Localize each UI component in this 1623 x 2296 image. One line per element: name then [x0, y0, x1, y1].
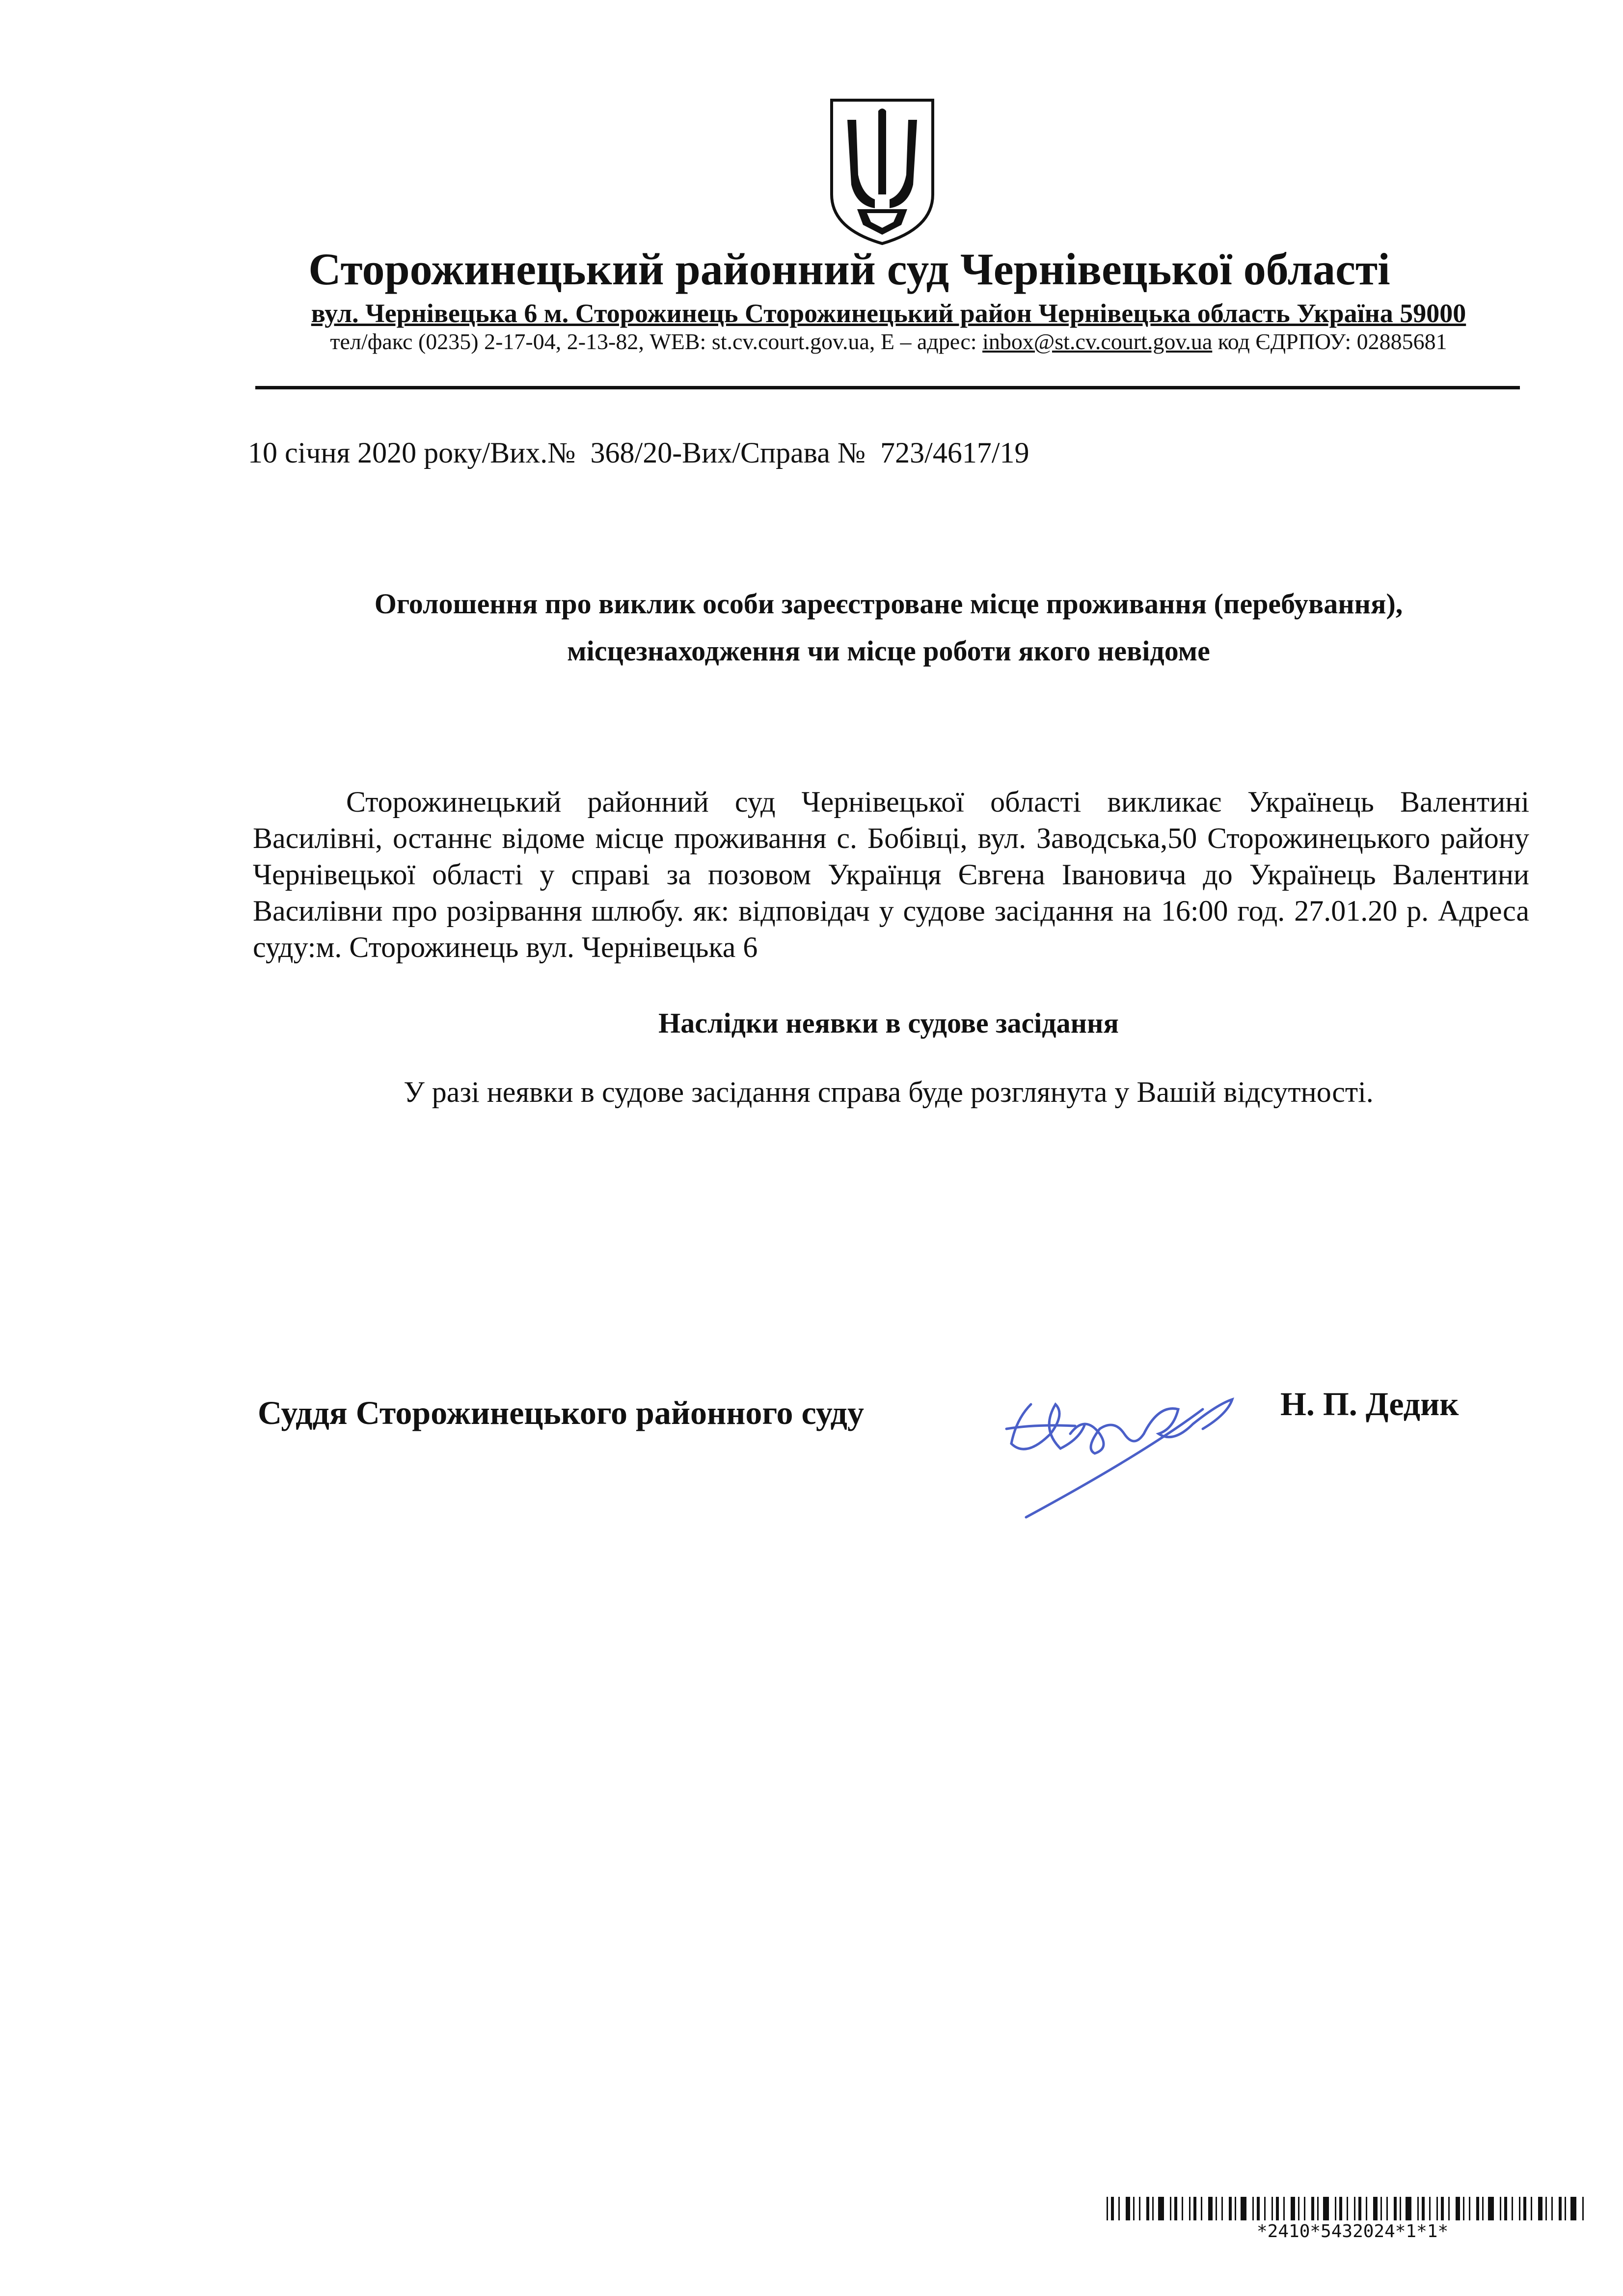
- barcode-bar: [1538, 2197, 1542, 2220]
- barcode-bar: [1283, 2197, 1285, 2220]
- barcode-bar: [1463, 2197, 1464, 2220]
- barcode-bar: [1118, 2197, 1120, 2220]
- barcode-bar: [1182, 2197, 1183, 2220]
- barcode-bar: [1570, 2197, 1576, 2220]
- barcode-bar: [1519, 2197, 1520, 2220]
- barcode-bar: [1235, 2197, 1236, 2220]
- notice-title: [265, 580, 1512, 675]
- barcode-bar: [1429, 2197, 1431, 2220]
- barcode-bar: [1380, 2197, 1382, 2220]
- contacts-prefix: тел/факс (0235) 2-17-04, 2-13-82, WEB: st.cv.court.gov.ua, E – адрес:: [330, 329, 983, 354]
- barcode-bar: [1386, 2197, 1388, 2220]
- barcode-bar: [1565, 2197, 1566, 2220]
- barcode-bar: [1523, 2197, 1526, 2220]
- barcode-bar: [1347, 2197, 1348, 2220]
- barcode-bar: [1469, 2197, 1470, 2220]
- barcode-bar: [1559, 2197, 1562, 2220]
- contacts-suffix: код ЄДРПОУ: 02885681: [1212, 329, 1447, 354]
- barcode-bar: [1394, 2197, 1397, 2220]
- barcode-bar: [1436, 2197, 1438, 2220]
- barcode-bar: [1257, 2197, 1260, 2220]
- court-name: Сторожинецький районний суд Чернівецької області: [308, 244, 1390, 294]
- consequences-heading: Наслідки неявки в судове засідання: [658, 1007, 1119, 1039]
- judge-name: Н. П. Дедик: [1280, 1385, 1459, 1422]
- barcode-bar: [1271, 2197, 1273, 2220]
- barcode-bar: [1252, 2197, 1254, 2220]
- barcode-bar: [1221, 2197, 1223, 2220]
- barcode-bar: [1317, 2197, 1319, 2220]
- barcode-bar: [1111, 2197, 1114, 2220]
- barcode-bar: [1366, 2197, 1367, 2220]
- notice-title-line-1: Оголошення про виклик особи зареєстроване місце проживання (перебування),: [374, 588, 1403, 620]
- barcode-bar: [1335, 2197, 1336, 2220]
- barcode-bar: [1545, 2197, 1547, 2220]
- barcode-bar: [1126, 2197, 1130, 2220]
- court-address: вул. Чернівецька 6 м. Сторожинець Сторожинецький район Чернівецька область Україна 59000: [311, 299, 1466, 328]
- barcode-bar: [1201, 2197, 1202, 2220]
- barcode-bar: [1482, 2197, 1484, 2220]
- barcode-bar: [1229, 2197, 1232, 2220]
- barcode-bar: [1476, 2197, 1479, 2220]
- barcode-bar: [1531, 2197, 1532, 2220]
- barcode-bar: [1311, 2197, 1314, 2220]
- barcode-bar: [1339, 2197, 1342, 2220]
- barcode-bar: [1158, 2197, 1164, 2220]
- consequences-text: У разі неявки в судове засідання справа буде розглянута у Вашій відсутності.: [404, 1076, 1374, 1108]
- handwritten-signature: [997, 1375, 1247, 1522]
- barcode-bar: [1406, 2197, 1411, 2220]
- barcode-bar: [1417, 2197, 1419, 2220]
- barcode-bar: [1298, 2197, 1299, 2220]
- barcode-bar: [1422, 2197, 1425, 2220]
- barcode-bar: [1456, 2197, 1460, 2220]
- barcode-bar: [1174, 2197, 1177, 2220]
- barcode-bar: [1264, 2197, 1266, 2220]
- barcode-bar: [1170, 2197, 1171, 2220]
- barcode-bar: [1448, 2197, 1450, 2220]
- barcode-bar: [1441, 2197, 1444, 2220]
- barcode-bar: [1193, 2197, 1196, 2220]
- barcode-bar: [1208, 2197, 1213, 2220]
- barcode-bar: [1500, 2197, 1501, 2220]
- barcode-bar: [1216, 2197, 1217, 2220]
- barcode-bar: [1582, 2197, 1584, 2220]
- trident-coat-of-arms-icon: [828, 96, 937, 246]
- barcode-bar: [1373, 2197, 1378, 2220]
- barcode-bar: [1354, 2197, 1355, 2220]
- barcode: [1107, 2197, 1589, 2220]
- judge-title: Суддя Сторожинецького районного суду: [258, 1394, 864, 1431]
- barcode-bar: [1152, 2197, 1154, 2220]
- barcode-bar: [1512, 2197, 1513, 2220]
- barcode-bar: [1189, 2197, 1190, 2220]
- barcode-bar: [1133, 2197, 1135, 2220]
- barcode-bar: [1107, 2197, 1108, 2220]
- barcode-bar: [1276, 2197, 1279, 2220]
- notice-body: Сторожинецький районний суд Чернівецької області викликає Українець Валентині Василівні, останнє відоме місце проживання с. Бобівці, вул. Заводська,50 Сторожинецького району Чернівецької області у справі за позовом Українця Євгена Івановича до Українець Валентини Василівни про розірвання шлюбу. як: відповідач у судове засідання на 16:00 год. 27.01.20 р. Адреса суду:м. Сторожинець вул. Чернівецька 6: [253, 786, 1529, 963]
- barcode-bar: [1139, 2197, 1140, 2220]
- outgoing-reference: 10 січня 2020 року/Вих.№ 368/20-Вих/Справа № 723/4617/19: [248, 437, 1029, 469]
- barcode-bar: [1504, 2197, 1507, 2220]
- header-divider: [255, 386, 1520, 389]
- barcode-bar: [1323, 2197, 1329, 2220]
- court-contacts: [245, 328, 1532, 355]
- notice-title-line-2: місцезнаходження чи місце роботи якого невідоме: [567, 635, 1210, 667]
- barcode-number: *2410*5432024*1*1*: [1257, 2221, 1449, 2241]
- barcode-bar: [1551, 2197, 1553, 2220]
- court-email-link[interactable]: inbox@st.cv.court.gov.ua: [982, 329, 1213, 354]
- barcode-bar: [1400, 2197, 1401, 2220]
- barcode-bar: [1488, 2197, 1494, 2220]
- barcode-bar: [1146, 2197, 1149, 2220]
- barcode-bar: [1241, 2197, 1246, 2220]
- barcode-bar: [1291, 2197, 1295, 2220]
- barcode-bar: [1358, 2197, 1361, 2220]
- barcode-bar: [1304, 2197, 1305, 2220]
